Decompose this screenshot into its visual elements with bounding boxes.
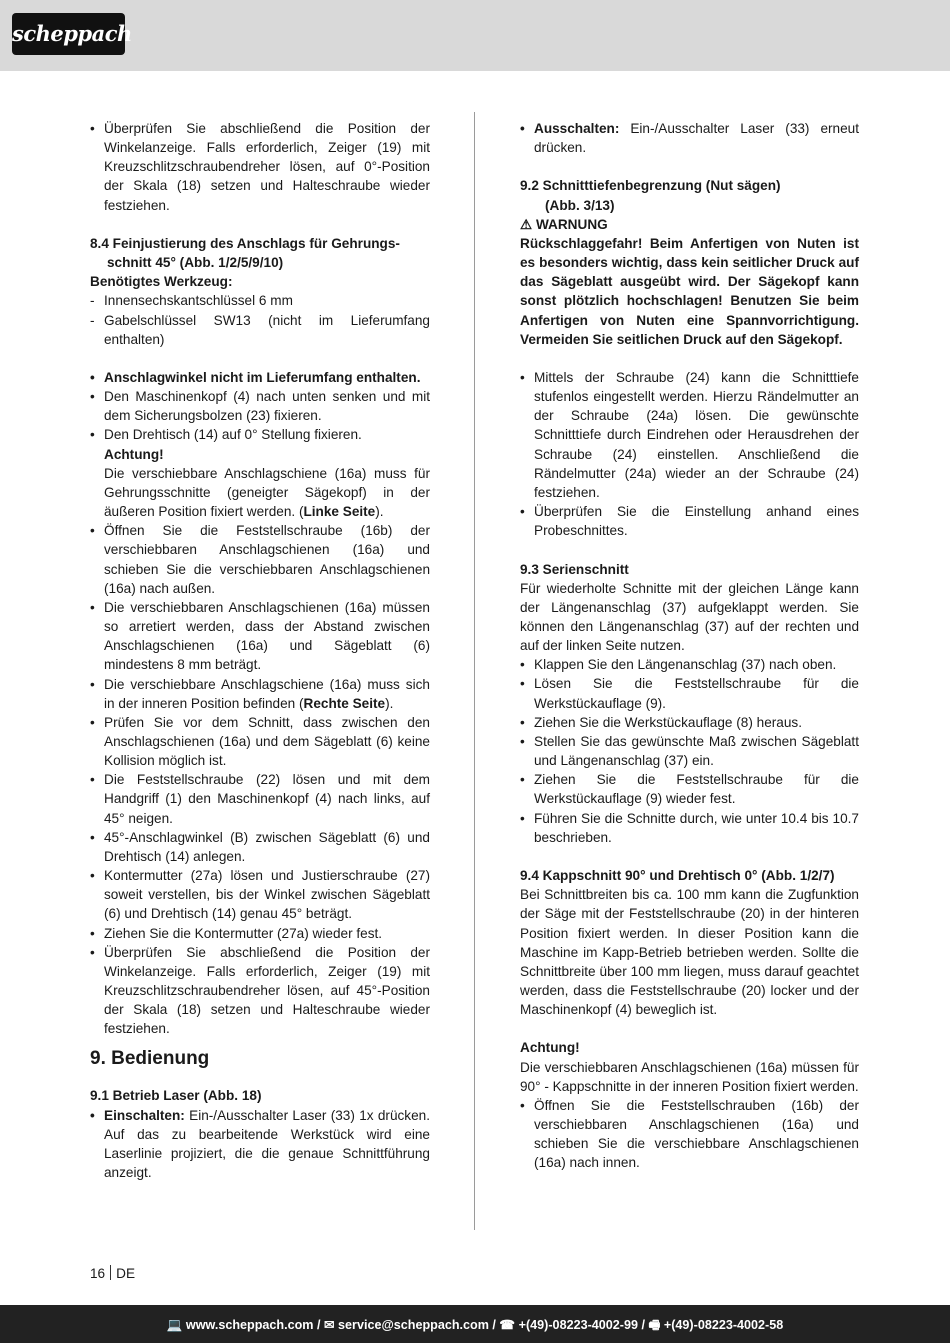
list-item: • Führen Sie die Schnitte durch, wie unter 10.4 bis 10.7 beschrieben. [520,810,859,845]
brand-logo [12,13,132,55]
chapter-title: 9. Bedienung [90,1048,210,1070]
list-item: • Stellen Sie das gewünschte Maß zwischen Sägeblatt und Längenanschlag (37) ein. [520,733,859,769]
caution-block: Achtung! Die verschiebbare Anschlagschiene (16a) muss für Gehrungsschnitte (geneigter Sägekopf) in der äußeren Position fixiert werden. (Linke Seite). [104,446,430,520]
list-item: • Überprüfen Sie abschließend die Position der Winkelanzeige. Falls erforderlich, Zeiger (19) mit Kreuzschlitzschraubendreher lösen, auf 0°-Position der Skala (18) setzen und Halteschraube wieder festziehen. [90,121,430,213]
list-item: • Die verschiebbaren Anschlagschienen (16a) müssen so arretiert werden, dass der Abstand zwischen Anschlagschienen (16a) und Sägeblatt (6) mindestens 8 mm beträgt. [90,599,430,673]
section-heading: 8.4 Feinjustierung des Anschlags für Gehrungs- [90,235,400,251]
footer-contact: 💻 www.scheppach.com / ✉ service@scheppach.com / ☎ +(49)-08223-4002-99 / 🖷 +(49)-08223-4002-58 [166,1318,784,1332]
paragraph: Für wiederholte Schnitte mit der gleichen Länge kann der Längenanschlag (37) aufgeklappt werden. Sie können den Längenanschlag (37) auf der rechten und auf der linken Seite nutzen. [520,580,859,654]
section-heading: 9.2 Schnitttiefenbegrenzung (Nut sägen) [520,178,781,194]
right-column [520,119,859,1173]
list-item: • Anschlagwinkel nicht im Lieferumfang enthalten. [90,370,421,385]
list-item: • Lösen Sie die Feststellschraube für die Werkstückauflage (9). [520,676,859,711]
header-bar [0,0,950,71]
list-item: • Kontermutter (27a) lösen und Justierschraube (27) soweit verstellen, bis der Winkel zwischen Sägeblatt (6) und Drehtisch (14) genau 45° beträgt. [90,868,430,922]
list-item: • Überprüfen Sie die Einstellung anhand eines Probeschnittes. [520,504,859,539]
list-item: • Ausschalten: Ein-/Ausschalter Laser (33) erneut drücken. [520,121,859,156]
section-heading-cont: schnitt 45° (Abb. 1/2/5/9/10) [107,255,284,271]
section-heading: 9.3 Serienschnitt [520,561,629,577]
left-column [90,119,430,1182]
paragraph: Bei Schnittbreiten bis ca. 100 mm kann die Zugfunktion der Säge mit der Feststellschraube (20) in der hinteren Position fixiert werden. In dieser Position kann die Maschine im Kapp-Betrieb betrieben werden. Sollte die Schnittbreite über 100 mm liegen, muss darauf geachtet werden, dass die Feststellschraube (20) locker und der Maschinenkopf (4) beweglich ist. [520,887,859,1018]
warning-icon: ⚠ [520,216,533,232]
list-item: • Ziehen Sie die Kontermutter (27a) wieder fest. [90,925,383,941]
tool-item: - Innensechskantschlüssel 6 mm [90,293,293,309]
section-heading: 9.1 Betrieb Laser (Abb. 18) [90,1088,262,1104]
tools-label: Benötigtes Werkzeug: [90,274,233,290]
list-item: • Den Drehtisch (14) auf 0° Stellung fixieren. [90,427,362,443]
list-item: • Klappen Sie den Längenanschlag (37) nach oben. [520,657,837,673]
list-item: • Öffnen Sie die Feststellschrauben (16b) der verschiebbaren Anschlagschienen (16a) und schieben Sie die verschiebbare Anschlagschienen (16a) nach innen. [520,1097,859,1171]
list-item: • Die verschiebbare Anschlagschiene (16a) muss sich in der inneren Position befinden (Rechte Seite). [90,676,430,711]
section-heading-cont: (Abb. 3/13) [545,197,615,213]
list-item: • Öffnen Sie die Feststellschraube (16b) der verschiebbaren Anschlagschienen (16a) und schieben Sie die verschiebbaren Anschlagschienen (16a) nach außen. [90,523,430,596]
list-item: • Einschalten: Ein-/Ausschalter Laser (33) 1x drücken. Auf das zu bearbeitende Werkstück wird eine Laserlinie projiziert, die die genaue Schnittführung anzeigt. [90,1107,430,1181]
footer-bar [0,1305,950,1343]
paragraph: Die verschiebbaren Anschlagschienen (16a) müssen für 90° - Kappschnitte in der inneren Position fixiert werden. [520,1059,859,1094]
list-item: • Den Maschinenkopf (4) nach unten senken und mit dem Sicherungsbolzen (23) fixieren. [90,389,430,424]
list-item: • Prüfen Sie vor dem Schnitt, dass zwischen den Anschlagschienen (16a) und dem Sägeblatt (6) keine Kollision möglich ist. [90,714,430,769]
list-item: • Überprüfen Sie abschließend die Position der Winkelanzeige. Falls erforderlich, Zeiger (19) mit Kreuzschlitzschraubendreher lösen, auf 45°-Position der Skala (18) setzen und Halteschraube wieder festziehen. [90,944,430,1037]
warning-label: ⚠ WARNUNG [520,216,608,232]
list-item: • Ziehen Sie die Feststellschraube für die Werkstückauflage (9) wieder fest. [520,772,859,807]
list-item: • Die Feststellschraube (22) lösen und mit dem Handgriff (1) den Maschinenkopf (4) nach links, auf 45° neigen. [90,772,430,826]
page-number: 16 DE [90,1266,136,1281]
warning-text: Rückschlaggefahr! Beim Anfertigen von Nuten ist es besonders wichtig, dass kein seitlicher Druck auf das Sägeblatt ausgeübt wird. Der Sägekopf kann sonst plötzlich hochschlagen! Benutzen Sie beim Anfertigen von Nuten eine Spannvorrichtigung. Vermeiden Sie seitlichen Druck auf den Sägekopf. [520,235,859,347]
section-heading: 9.4 Kappschnitt 90° und Drehtisch 0° (Abb. 1/2/7) [520,868,835,884]
caution-label: Achtung! [520,1040,580,1056]
tool-item: - Gabelschlüssel SW13 (nicht im Lieferumfang enthalten) [90,312,430,347]
logo-text: scheppach [12,21,132,46]
list-item: • Mittels der Schraube (24) kann die Schnitttiefe stufenlos eingestellt werden. Hierzu Rändelmutter an der Schraube (24a) lösen. Die gewünschte Schnitttiefe durch Eindrehen oder Herausdrehen der Schraube (24) einstellen. Anschließend die Rändelmutter (24a) wieder an der Schraube (24) festziehen. [520,370,859,500]
list-item: • 45°-Anschlagwinkel (B) zwischen Sägeblatt (6) und Drehtisch (14) anlegen. [90,829,430,864]
list-item: • Ziehen Sie die Werkstückauflage (8) heraus. [520,714,802,730]
column-divider [474,112,475,1230]
